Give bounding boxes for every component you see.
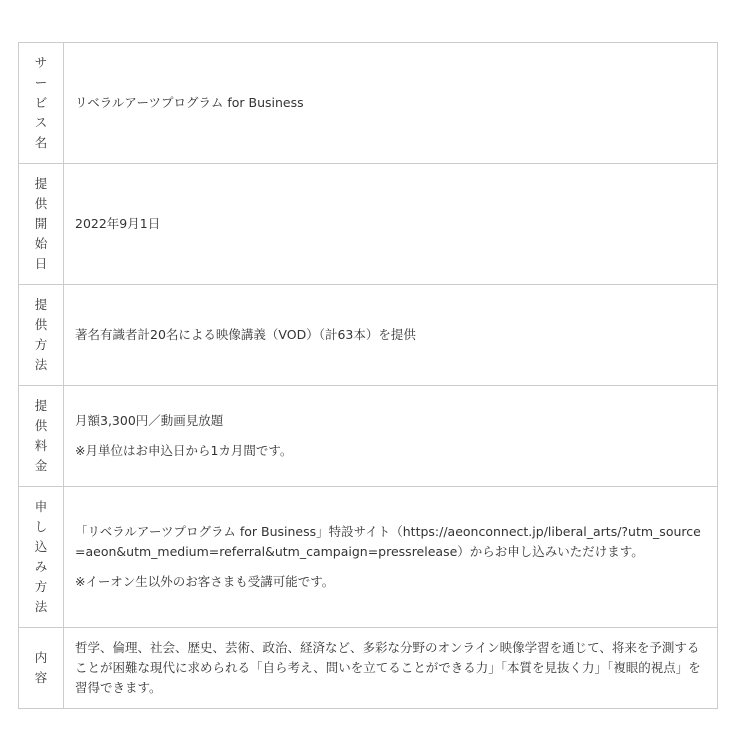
start-date-text: 2022年9月1日: [75, 216, 161, 231]
row-label-cell: [19, 386, 64, 487]
row-label-cell: [19, 285, 64, 386]
row-label: 提供開始日: [34, 176, 48, 271]
row-label-cell: [19, 487, 64, 628]
price-text: 月額3,300円／動画見放題: [75, 413, 224, 428]
row-value-cell: [64, 386, 718, 487]
table-row-service-name: [19, 43, 718, 164]
row-label: 申し込み方法: [34, 499, 48, 614]
row-label: 提供料金: [34, 398, 48, 473]
row-value-cell: [64, 164, 718, 285]
row-label: 内容: [34, 650, 48, 685]
row-label: サービス名: [34, 55, 48, 150]
application-note: ※イーオン生以外のお客さまも受講可能です。: [75, 574, 335, 589]
row-value-cell: [64, 43, 718, 164]
table-row-application-method: [19, 487, 718, 628]
delivery-method-text: 著名有識者計20名による映像講義（VOD）（計63本）を提供: [75, 327, 416, 342]
table-row-price: [19, 386, 718, 487]
price-note: ※月単位はお申込日から1カ月間です。: [75, 443, 293, 458]
table-row-delivery-method: [19, 285, 718, 386]
service-info-table: [18, 42, 718, 709]
content-description: 哲学、倫理、社会、歴史、芸術、政治、経済など、多彩な分野のオンライン映像学習を通じて、将来を予測することが困難な現代に求められる「自ら考え、問いを立てることができる力」「本質を見抜く力」「複眼的視点」を習得できます。: [75, 640, 701, 695]
row-label: 提供方法: [34, 297, 48, 372]
row-label-cell: [19, 164, 64, 285]
row-label-cell: [19, 628, 64, 709]
row-value-cell: [64, 487, 718, 628]
row-label-cell: [19, 43, 64, 164]
row-value-cell: [64, 285, 718, 386]
row-value-cell: [64, 628, 718, 709]
table-row-start-date: [19, 164, 718, 285]
table-row-content: [19, 628, 718, 709]
service-name-text: リベラルアーツプログラム for Business: [75, 95, 304, 110]
application-method-text: 「リベラルアーツプログラム for Business」特設サイト（https://aeonconnect.jp/liberal_arts/?utm_source=aeon&utm_medium=referral&utm_campaign=pressrelease）からお申し込みいただけます。: [75, 524, 701, 559]
